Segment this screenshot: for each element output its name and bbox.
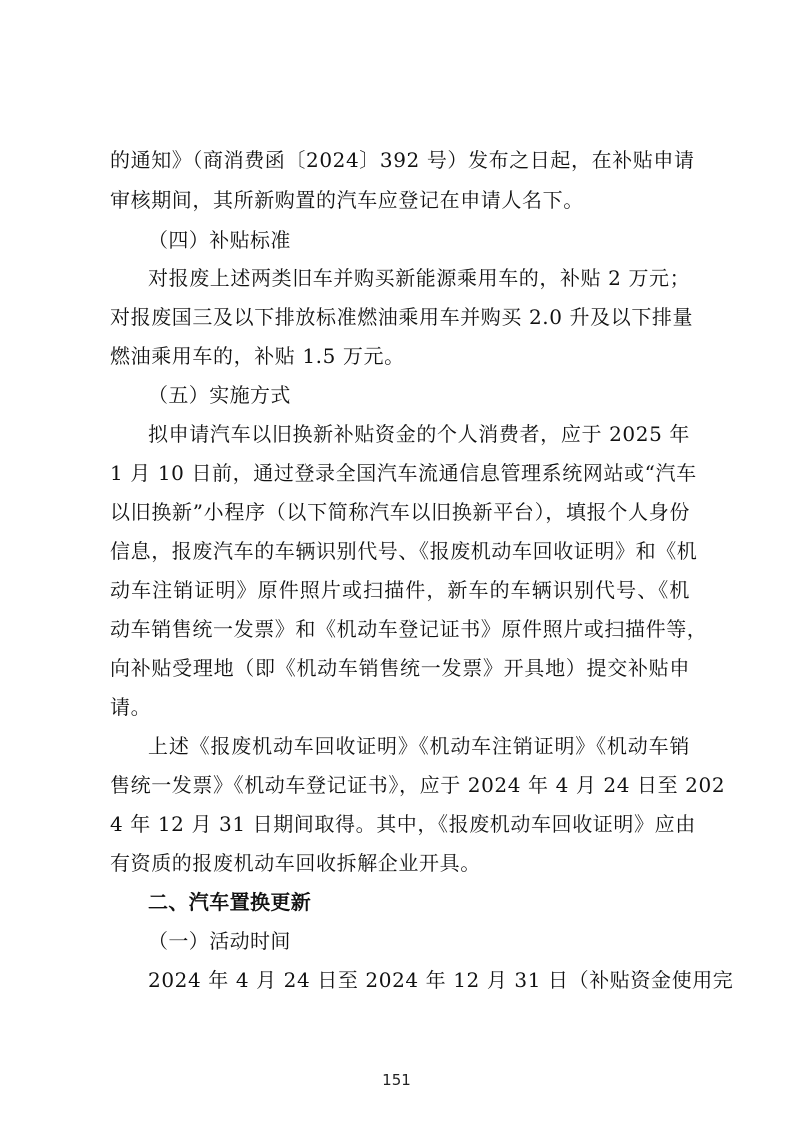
- chapter-heading: 二、汽车置换更新: [148, 890, 312, 914]
- paragraph-line: 2024 年 4 月 24 日至 2024 年 12 月 31 日（补贴资金使用完: [148, 968, 734, 992]
- paragraph-line: 动车注销证明》原件照片或扫描件，新车的车辆识别代号、《机: [110, 578, 690, 602]
- paragraph-line: 的通知》（商消费函〔2024〕392 号）发布之日起，在补贴申请: [110, 148, 695, 172]
- paragraph-line: 4 年 12 月 31 日期间取得。其中，《报废机动车回收证明》应由: [110, 812, 696, 836]
- section-heading: （一）活动时间: [148, 929, 291, 953]
- section-heading: （四）补贴标准: [148, 228, 291, 252]
- paragraph-line: 燃油乘用车的，补贴 1.5 万元。: [110, 344, 405, 368]
- section-heading: （五）实施方式: [148, 383, 291, 407]
- paragraph-line: 对报废国三及以下排放标准燃油乘用车并购买 2.0 升及以下排量: [110, 305, 694, 329]
- paragraph-line: 1 月 10 日前，通过登录全国汽车流通信息管理系统网站或“汽车: [110, 461, 697, 485]
- page-number: 151: [382, 1071, 411, 1089]
- paragraph-line: 有资质的报废机动车回收拆解企业开具。: [110, 851, 481, 875]
- paragraph-line: 审核期间，其所新购置的汽车应登记在申请人名下。: [110, 188, 584, 212]
- paragraph-line: 对报废上述两类旧车并购买新能源乘用车的，补贴 2 万元；: [148, 266, 691, 290]
- paragraph-line: 向补贴受理地（即《机动车销售统一发票》开具地）提交补贴申: [110, 656, 690, 680]
- paragraph-line: 请。: [110, 695, 152, 719]
- paragraph-line: 售统一发票》《机动车登记证书》，应于 2024 年 4 月 24 日至 202: [110, 773, 726, 797]
- paragraph-line: 以旧换新”小程序（以下简称汽车以旧换新平台），填报个人身份: [110, 500, 690, 524]
- paragraph-line: 拟申请汽车以旧换新补贴资金的个人消费者，应于 2025 年: [148, 422, 690, 446]
- paragraph-line: 信息，报废汽车的车辆识别代号、《报废机动车回收证明》和《机: [110, 539, 698, 563]
- paragraph-line: 动车销售统一发票》和《机动车登记证书》原件照片或扫描件等，: [110, 617, 708, 641]
- paragraph-line: 上述《报废机动车回收证明》《机动车注销证明》《机动车销: [148, 734, 690, 758]
